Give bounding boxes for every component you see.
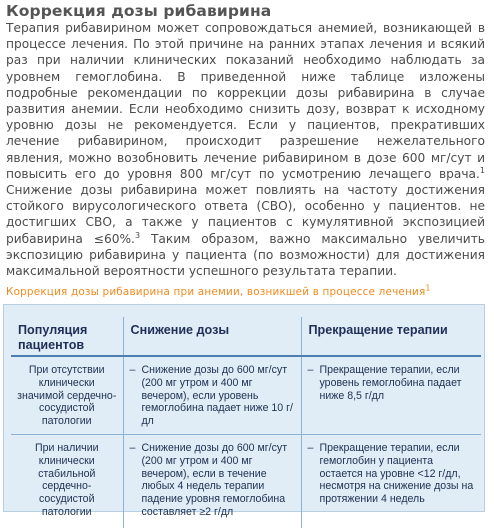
- caption-reference[interactable]: 1: [425, 283, 431, 293]
- row-1-reduction: [123, 356, 301, 434]
- body-paragraph: [6, 20, 485, 279]
- row-2-reduction-text: Снижение дозы до 600 мг/сут (200 мг утром и 400 мг вечером), если в течение любых 4 недель терапии падение уровня гемоглобина составляет ≥2 г/дл: [141, 441, 288, 518]
- dash-bullet: –: [307, 441, 314, 454]
- dose-adjustment-table: [11, 317, 481, 528]
- row-1-discontinuation: [301, 356, 481, 434]
- page-title: Коррекция дозы рибавирина: [6, 2, 272, 20]
- row-2-population: При наличии клинически стабильной сердечно-сосудистой патологии: [34, 441, 99, 518]
- header-discontinuation: Прекращение терапии: [301, 317, 481, 356]
- paragraph-part-2: Снижение дозы рибавирина может повлиять на частоту достижения стойкого вирусологического ответа (СВО), особенно у пациентов. не достигших СВО, а также у пациентов с кумулятивной экспозицией рибавирина ≤60%.: [6, 183, 485, 246]
- paragraph-part-1: Терапия рибавирином может сопровождаться анемией, возникающей в процессе лечения. По этой причине на ранних этапах лечения и всякий раз при наличии клинических показаний необходимо наблюдать за уровнем гемоглобина. В приведенной ниже таблице изложены подробные рекомендации по коррекции дозы рибавирина в случае развития анемии. Если необходимо снизить дозу, возврат к исходному уровню дозы не рекомендуется. Если у пациентов, прекративших лечение рибавирином, происходит разрешение нежелательного явления, можно возобновить лечение рибавирином в дозе 600 мг/сут и повысить его до уровня 800 мг/сут по усмотрению лечащего врача.: [6, 21, 485, 181]
- header-dose-reduction: Снижение дозы: [123, 317, 301, 356]
- row-1-discontinuation-text: Прекращение терапии, если уровень гемоглобина падает ниже 8,5 г/дл: [319, 364, 462, 402]
- row-1-population: При отсутствии клинически значимой сердечно-сосудистой патологии: [11, 356, 123, 434]
- row-2-discontinuation: [301, 434, 481, 528]
- row-1-reduction-text: Снижение дозы до 600 мг/сут (200 мг утром и 400 мг вечером), если уровень гемоглобина падает ниже 10 г/дл: [141, 364, 293, 428]
- dash-bullet: –: [129, 441, 136, 454]
- dose-table-frame: [3, 304, 485, 518]
- table-header-row: [11, 317, 481, 356]
- reference-3[interactable]: 3: [134, 230, 141, 240]
- dash-bullet: –: [129, 364, 136, 376]
- dash-bullet: –: [307, 364, 314, 376]
- reference-1[interactable]: 1: [479, 165, 485, 175]
- table-caption: [6, 283, 486, 298]
- paragraph-part-3: Таким образом, важно максимально увеличить экспозицию рибавирина у пациента (по возможности) для достижения максимальной вероятности успешного результата терапии.: [6, 231, 485, 279]
- table-row: [11, 434, 481, 528]
- caption-text: Коррекция дозы рибавирина при анемии, возникшей в процессе лечения: [6, 286, 426, 298]
- header-population: Популяция пациентов: [11, 317, 123, 356]
- row-2-reduction: [123, 434, 301, 528]
- table-row: [11, 356, 481, 434]
- row-2-discontinuation-text: Прекращение терапии, если гемоглобин у пациента остается на уровне <12 г/дл, несмотря на снижение дозы на протяжении 4 недель: [319, 441, 474, 506]
